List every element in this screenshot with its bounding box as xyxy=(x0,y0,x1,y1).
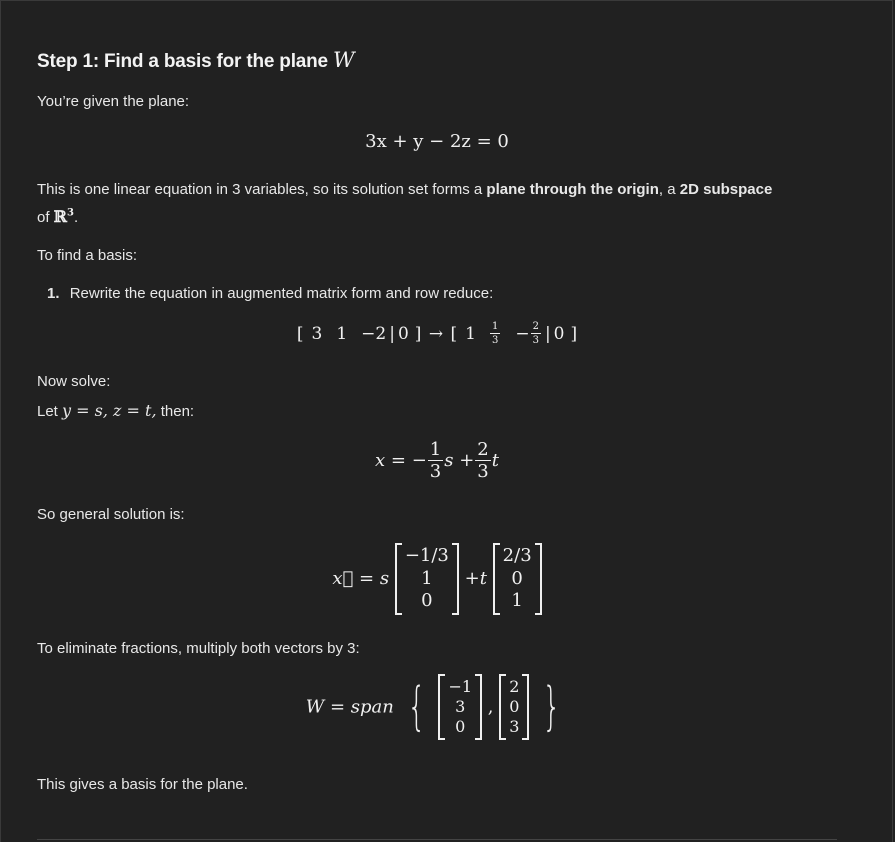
list-number: 1. xyxy=(47,285,60,302)
conclusion-text: This gives a basis for the plane. xyxy=(37,776,248,793)
frac-den: 3 xyxy=(477,461,489,482)
right-brace: } xyxy=(542,677,561,737)
list-item-text: Rewrite the equation in augmented matrix form and row reduce: xyxy=(69,285,494,302)
now-solve-text: Now solve: xyxy=(37,373,111,390)
x-s-term: s + xyxy=(444,450,475,471)
given-text: You’re given the plane: xyxy=(37,93,190,110)
left-brace: { xyxy=(407,677,426,737)
aug-left-entry: 0 xyxy=(397,324,409,344)
span-equation xyxy=(37,674,837,740)
linear-paragraph xyxy=(37,181,772,198)
vector-entry: −1/3 xyxy=(404,545,449,567)
linear-pre: This is one linear equation in 3 variables, so its solution set forms a xyxy=(37,181,483,198)
real-exponent: 3 xyxy=(66,207,74,219)
linear-line2-end: . xyxy=(73,209,79,226)
real-space-symbol xyxy=(54,207,74,226)
aug-right-frac2 xyxy=(531,322,541,346)
linear-paragraph-line2 xyxy=(37,207,78,226)
aug-right-entry: 0 xyxy=(553,324,565,344)
vector-entry: 0 xyxy=(421,590,433,612)
vector-entry: 0 xyxy=(511,567,523,589)
eliminate-text: To eliminate fractions, multiply both vectors by 3: xyxy=(37,640,360,657)
plane-equation: 3x + y − 2z = 0 xyxy=(365,131,509,152)
step-heading-var: W xyxy=(333,48,355,72)
vec-plus: +t xyxy=(464,568,487,589)
frac-num: 2 xyxy=(532,321,539,332)
aug-right-frac1 xyxy=(490,322,500,346)
basis-vector-2 xyxy=(499,674,529,740)
linear-bold-plane: plane through the origin xyxy=(486,181,659,198)
vector-entry: 0 xyxy=(455,717,466,736)
aug-left-entry: −2 xyxy=(361,324,387,344)
frac-den: 3 xyxy=(532,335,539,346)
vector-2 xyxy=(493,543,542,615)
vector-entry: 2 xyxy=(509,677,520,696)
x-t-term: t xyxy=(491,450,499,471)
aug-right-matrix: [ 1 $\frac{1}{3}$ − $\frac{2}{3}$ | 0 ] xyxy=(450,321,578,346)
aug-left-matrix: [ 3 1 −2 | 0 ] xyxy=(296,324,422,344)
let-post: then: xyxy=(160,403,195,420)
vector-entry: 0 xyxy=(509,697,520,716)
linear-mid: , a xyxy=(658,181,676,198)
let-line xyxy=(37,401,194,420)
general-solution-text: So general solution is: xyxy=(37,506,185,523)
vector-entry: 1 xyxy=(511,590,523,612)
basis-vector-1 xyxy=(438,674,482,740)
aug-right-bar: | xyxy=(544,324,551,344)
basis-comma: , xyxy=(487,696,494,718)
real-symbol: ℝ xyxy=(53,207,67,226)
frac-den: 3 xyxy=(491,335,499,346)
x-frac1 xyxy=(428,441,443,481)
vector-entry: 1 xyxy=(421,567,433,589)
section-divider xyxy=(37,839,837,840)
x-solution xyxy=(37,441,837,481)
vector-entry: 3 xyxy=(455,697,466,716)
let-pre: Let xyxy=(37,403,58,420)
augmented-matrix xyxy=(37,322,837,346)
let-math: y = s, z = t, xyxy=(62,401,157,420)
aug-arrow: → xyxy=(428,323,444,344)
find-basis-text: To find a basis: xyxy=(37,247,138,264)
vec-lhs: x⃗ = s xyxy=(332,568,390,589)
aug-right-entry: 1 xyxy=(465,324,476,344)
linear-bold-subspace: 2D subspace xyxy=(679,181,773,198)
aug-left-bar: | xyxy=(389,324,395,344)
frac-num: 2 xyxy=(477,439,489,460)
frac-num: 1 xyxy=(491,321,499,332)
vector-entry: 3 xyxy=(509,717,520,736)
aug-left-entry: 3 xyxy=(311,324,323,344)
frac-den: 3 xyxy=(429,461,442,482)
x-lhs: x = − xyxy=(375,450,427,471)
frac-num: 1 xyxy=(429,439,442,460)
step-heading xyxy=(37,48,354,73)
aug-left-entry: 1 xyxy=(336,324,348,344)
vector-1 xyxy=(395,543,459,615)
vector-entry: 2/3 xyxy=(502,545,532,567)
list-item xyxy=(47,285,493,302)
x-frac2 xyxy=(475,441,490,481)
aug-right-sign: − xyxy=(515,324,530,344)
vector-solution xyxy=(37,543,837,615)
span-lhs: W = span xyxy=(305,696,394,718)
linear-line2-pre: of xyxy=(37,209,50,226)
step-heading-text: Step 1: Find a basis for the plane xyxy=(37,51,328,72)
vector-entry: −1 xyxy=(448,677,473,696)
